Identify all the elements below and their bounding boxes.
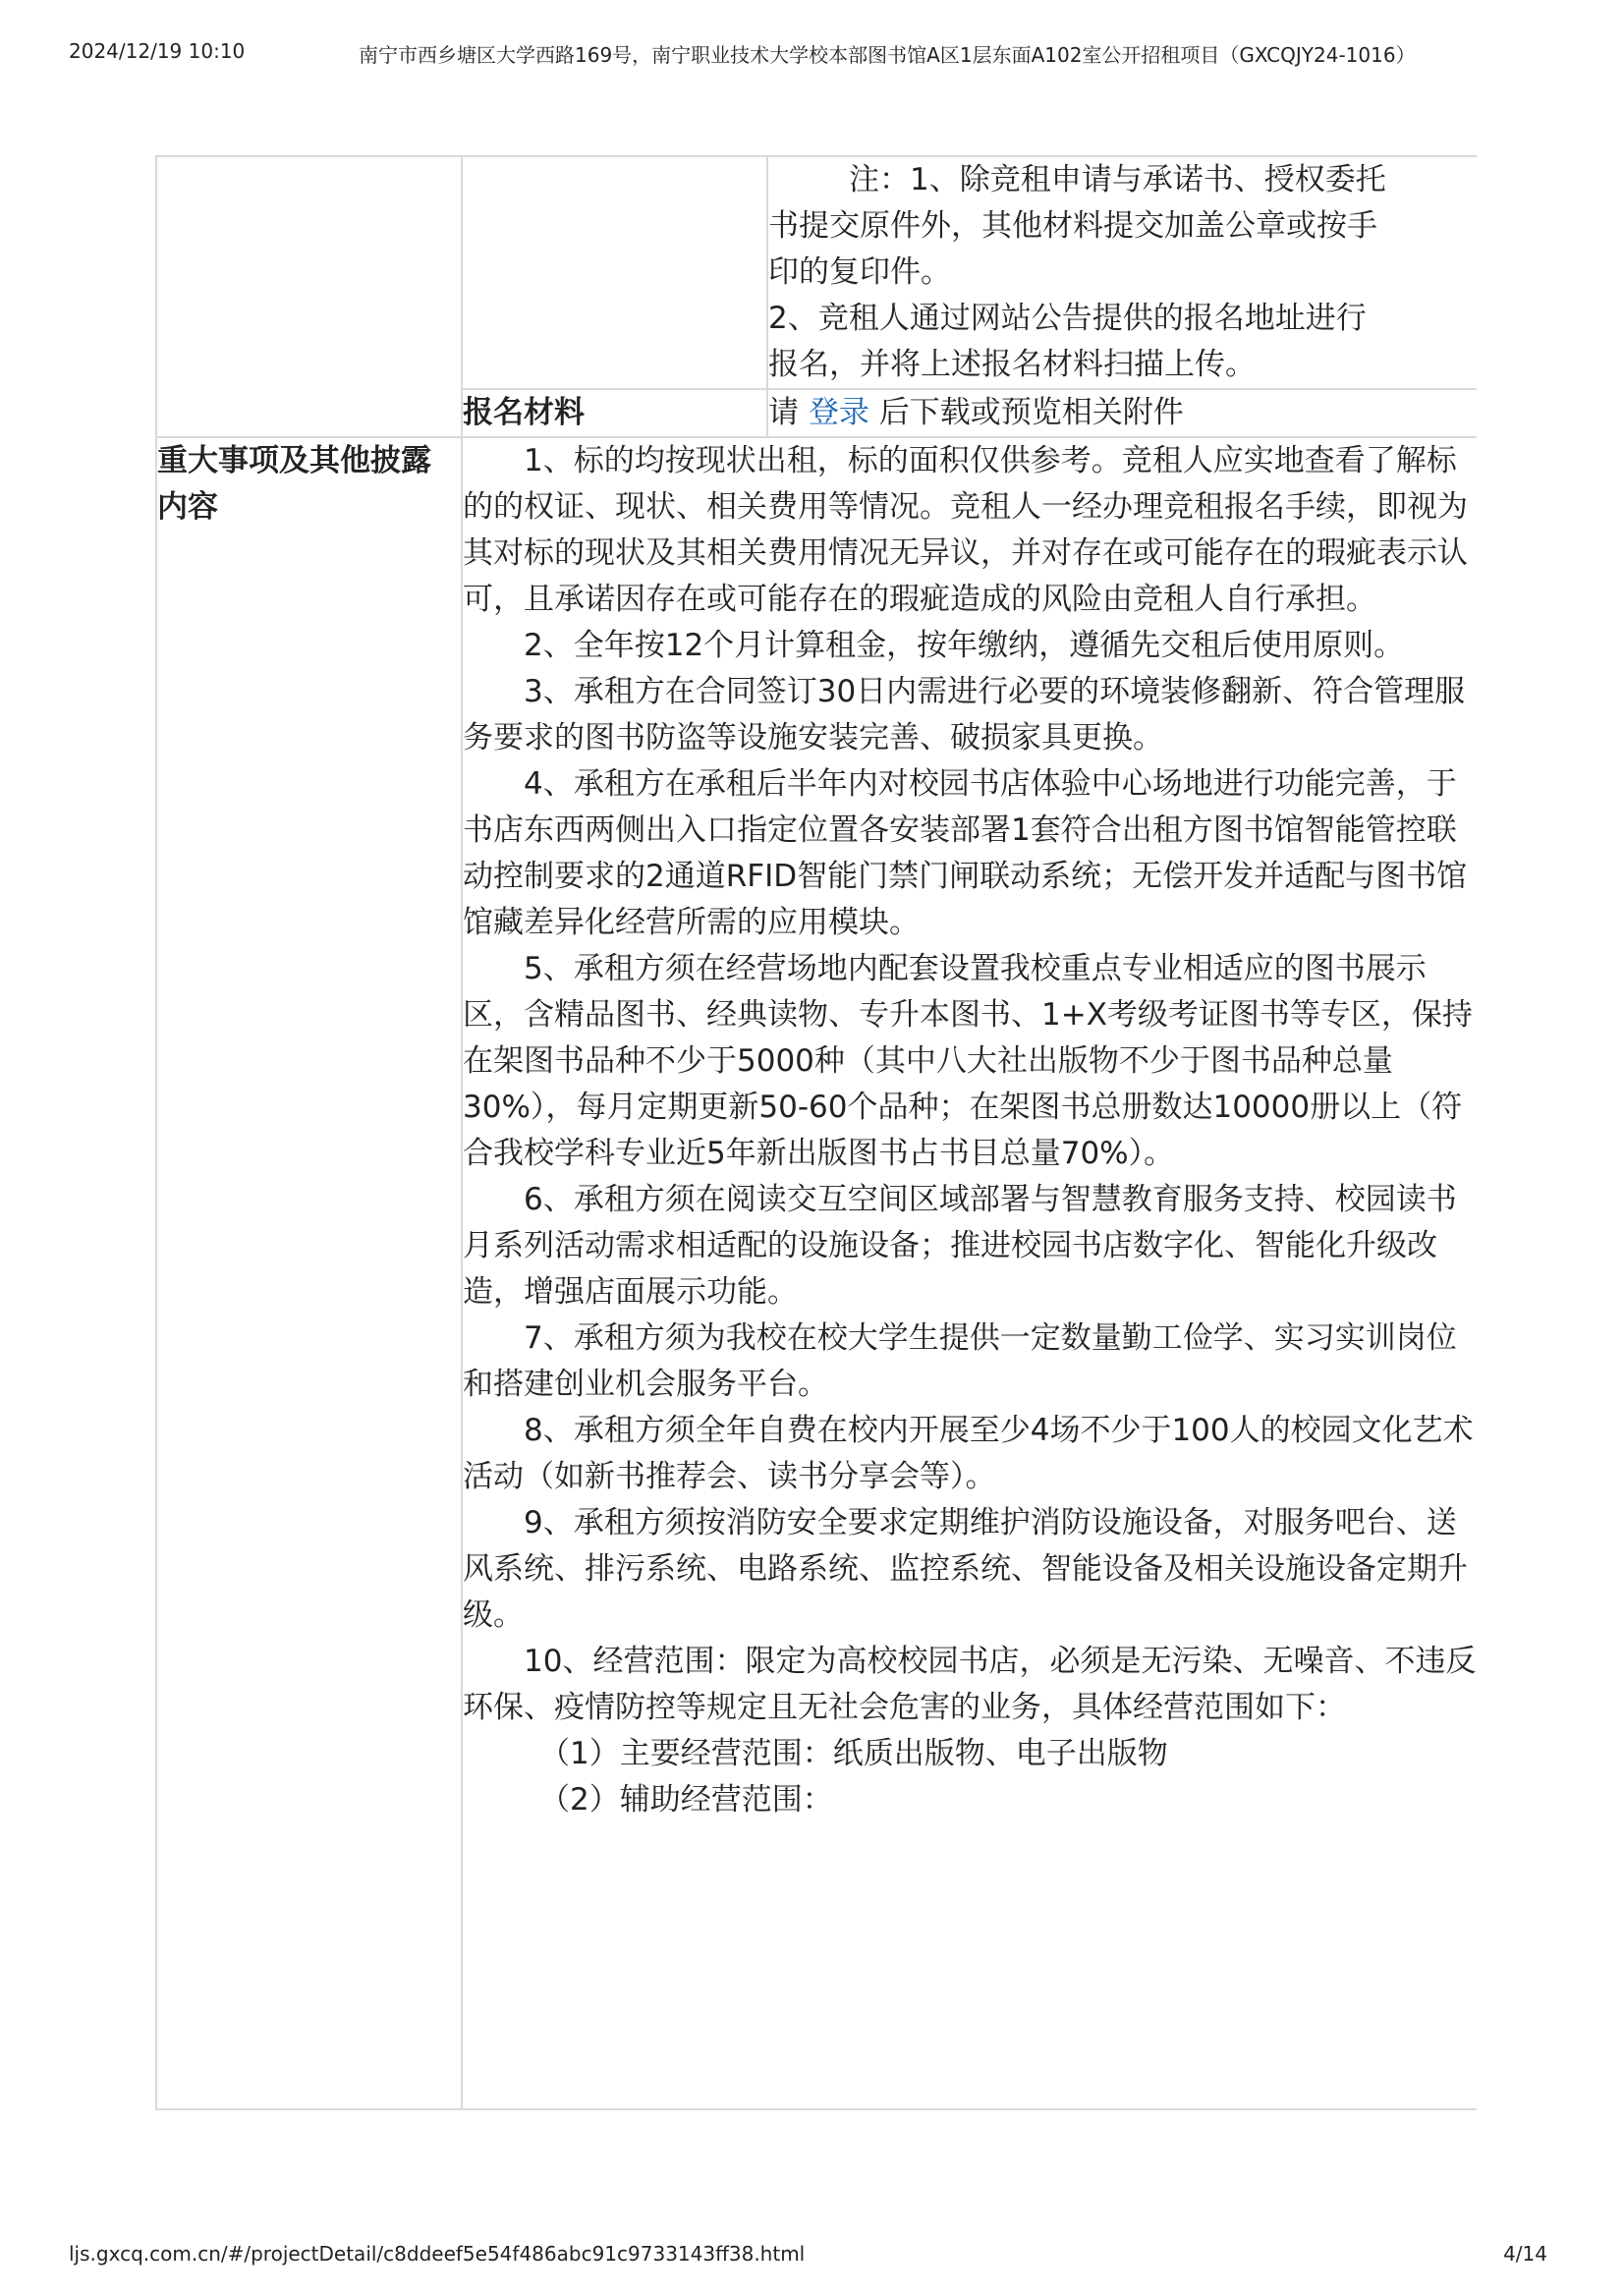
major-paragraph: 8、承租方须全年自费在校内开展至少4场不少于100人的校园文化艺术活动（如新书推荐会、读书分享会等）。 <box>463 1413 1474 1494</box>
project-info-table <box>155 155 1477 2110</box>
major-paragraph: 7、承租方须为我校在校大学生提供一定数量勤工俭学、实习实训岗位和搭建创业机会服务平台。 <box>463 1320 1457 1402</box>
print-url: ljs.gxcq.com.cn/#/projectDetail/c8ddeef5e54f486abc91c9733143ff38.html <box>69 2242 806 2266</box>
note-line: 印的复印件。 <box>768 254 951 290</box>
major-matters-label: 重大事项及其他披露内容 <box>156 437 462 2109</box>
note-line: 2、竞租人通过网站公告提供的报名地址进行 <box>768 301 1367 336</box>
table-cell-empty <box>156 156 462 437</box>
registration-notes <box>767 156 1477 389</box>
major-paragraph: 10、经营范围：限定为高校校园书店，必须是无污染、无噪音、不违反环保、疫情防控等规定且无社会危害的业务，具体经营范围如下： <box>463 1644 1477 1725</box>
table-row-major-matters <box>156 437 1477 2109</box>
major-sub-item: （1）主要经营范围：纸质出版物、电子出版物 <box>539 1736 1168 1771</box>
document-sheet <box>155 155 1477 2161</box>
table-cell-empty <box>462 156 767 389</box>
major-paragraph: 1、标的均按现状出租，标的面积仅供参考。竞租人应实地查看了解标的的权证、现状、相关费用等情况。竞租人一经办理竞租报名手续，即视为其对标的现状及其相关费用情况无异议，并对存在或可能存在的瑕疵表示认可，且承诺因存在或可能存在的瑕疵造成的风险由竞租人自行承担。 <box>463 443 1468 617</box>
registration-suffix: 后下载或预览相关附件 <box>878 395 1184 430</box>
major-paragraph: 5、承租方须在经营场地内配套设置我校重点专业相适应的图书展示区，含精品图书、经典读物、专升本图书、1+X考级考证图书等专区，保持在架图书品种不少于5000种（其中八大社出版物不少于图书品种总量30%），每月定期更新50-60个品种；在架图书总册数达10000册以上（符合我校学科专业近5年新出版图书占书目总量70%）。 <box>463 951 1473 1171</box>
table-row-notes <box>156 156 1477 389</box>
major-matters-content <box>462 437 1477 2109</box>
note-line: 注：1、除竞租申请与承诺书、授权委托 <box>849 162 1386 197</box>
login-link[interactable]: 登录 <box>808 395 869 430</box>
major-paragraph: 4、承租方在承租后半年内对校园书店体验中心场地进行功能完善，于书店东西两侧出入口指定位置各安装部署1套符合出租方图书馆智能管控联动控制要求的2通道RFID智能门禁门闸联动系统；无偿开发并适配与图书馆馆藏差异化经营所需的应用模块。 <box>463 766 1468 940</box>
major-paragraph: 3、承租方在合同签订30日内需进行必要的环境装修翻新、符合管理服务要求的图书防盗等设施安装完善、破损家具更换。 <box>463 674 1466 756</box>
major-sub-item: （2）辅助经营范围： <box>539 1782 833 1818</box>
registration-prefix: 请 <box>768 395 799 430</box>
print-footer <box>0 2242 1624 2271</box>
registration-materials-label: 报名材料 <box>462 389 767 437</box>
major-paragraph: 2、全年按12个月计算租金，按年缴纳，遵循先交租后使用原则。 <box>524 628 1405 663</box>
major-paragraph: 6、承租方须在阅读交互空间区域部署与智慧教育服务支持、校园读书月系列活动需求相适配的设施设备；推进校园书店数字化、智能化升级改造，增强店面展示功能。 <box>463 1182 1457 1310</box>
print-page-title: 南宁市西乡塘区大学西路169号，南宁职业技术大学校本部图书馆A区1层东面A102室公开招租项目（GXCQJY24-1016） <box>359 43 1416 67</box>
major-paragraph: 9、承租方须按消防安全要求定期维护消防设施设备，对服务吧台、送风系统、排污系统、电路系统、监控系统、智能设备及相关设施设备定期升级。 <box>463 1505 1468 1633</box>
registration-materials-value <box>767 389 1477 437</box>
print-page-number: 4/14 <box>1503 2242 1547 2266</box>
print-datetime: 2024/12/19 10:10 <box>69 39 246 63</box>
print-header <box>0 39 1624 69</box>
note-line: 报名，并将上述报名材料扫描上传。 <box>768 347 1256 382</box>
note-line: 书提交原件外，其他材料提交加盖公章或按手 <box>768 208 1377 244</box>
